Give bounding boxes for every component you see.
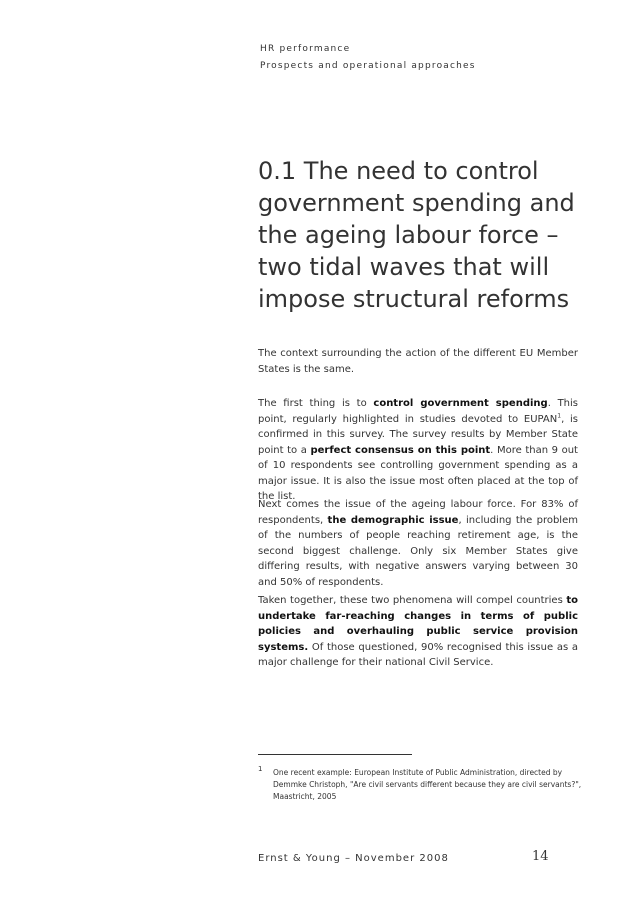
section-title: 0.1 The need to control government spending and the ageing labour force – two tidal waves that will impose structural reforms xyxy=(258,157,575,313)
paragraph-spending-text-2: . This point, regularly highlighted in studies devoted to EUPAN xyxy=(258,398,578,425)
paragraph-demographic-text-2: , including the problem of the numbers of people reaching retirement age, is the second biggest challenge. Only six Member States give differing results, with negative answers varying between 30 and 50% of respondents. xyxy=(258,514,578,588)
paragraph-conclusion-text-2: Of those questioned, 90% recognised this issue as a major challenge for their national Civil Service. xyxy=(258,641,578,668)
paragraph-spending-bold-1: control government spending xyxy=(373,398,548,409)
page-footer: Ernst & Young – November 2008 xyxy=(258,853,449,864)
paragraph-spending-text-3: , is confirmed in this survey. The survey results by Member State point to a xyxy=(258,413,578,456)
footnote-divider xyxy=(258,754,412,755)
page-number: 14 xyxy=(532,849,549,864)
paragraph-conclusion-bold-1: to undertake far-reaching changes in terms of public policies and overhauling public service provision systems. xyxy=(258,595,578,653)
paragraph-spending-text-1: The first thing is to xyxy=(258,398,374,409)
paragraph-spending xyxy=(258,396,578,505)
paragraph-demographic xyxy=(258,497,578,590)
paragraph-conclusion xyxy=(258,593,578,671)
paragraph-spending-text-4: . More than 9 out of 10 respondents see controlling government spending as a major issue. It is also the issue most often placed at the top of the list. xyxy=(258,444,578,502)
paragraph-conclusion-text-1: Taken together, these two phenomena will compel countries xyxy=(258,595,567,606)
paragraph-demographic-bold-1: the demographic issue xyxy=(327,514,459,526)
paragraph-spending-bold-2: perfect consensus on this point xyxy=(310,444,491,456)
footnote-text: One recent example: European Institute of Public Administration, directed by Demmke Christoph, "Are civil servants different because they are civil servants?", Maastricht, 2005 xyxy=(273,768,582,801)
running-header-title: HR performance xyxy=(260,44,351,54)
footnote-reference[interactable]: 1 xyxy=(557,412,562,420)
paragraph-context: The context surrounding the action of the different EU Member States is the same. xyxy=(258,348,578,375)
paragraph-demographic-text-1: Next comes the issue of the ageing labour force. For 83% of respondents, xyxy=(258,499,578,526)
running-header-subtitle: Prospects and operational approaches xyxy=(260,61,476,71)
footnote-number: 1 xyxy=(258,765,263,773)
